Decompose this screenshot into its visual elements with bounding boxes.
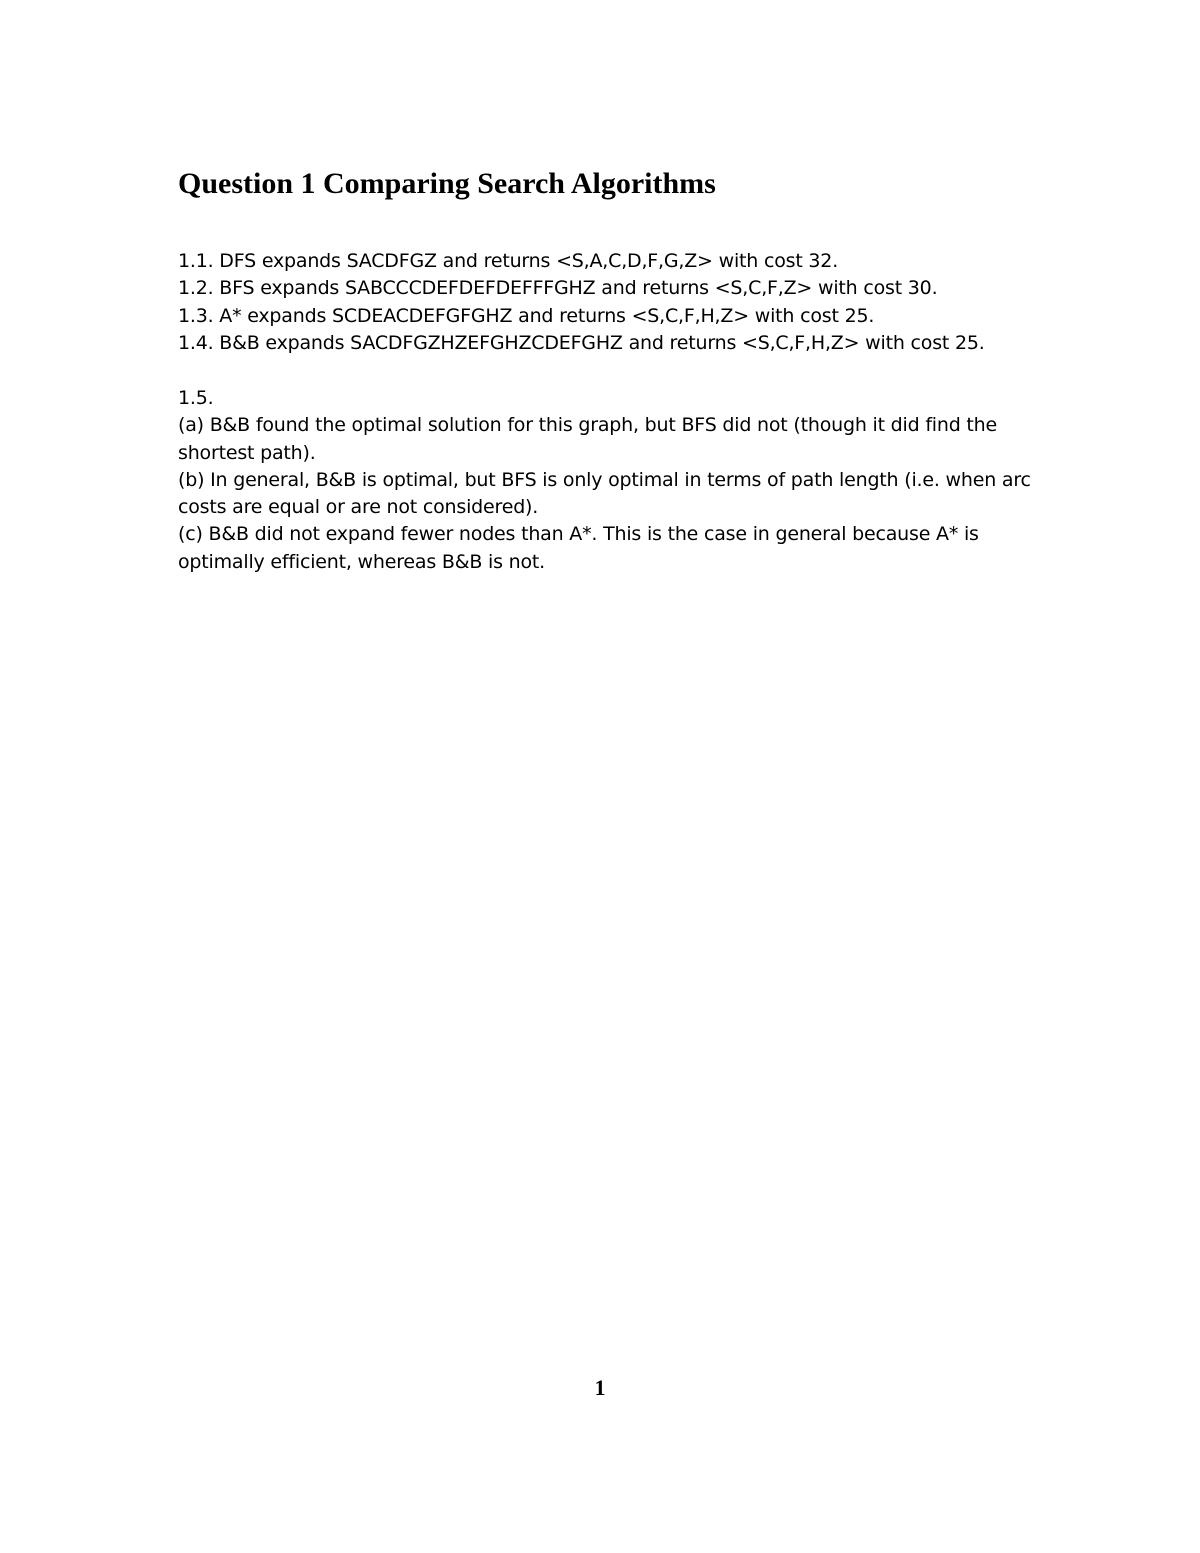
answer-1-3: 1.3. A* expands SCDEACDEFGFGHZ and returns <S,C,F,H,Z> with cost 25.: [178, 304, 875, 327]
answer-1-5-c: (c) B&B did not expand fewer nodes than A*. This is the case in general because A* is optimally efficient, whereas B&B is not.: [178, 523, 979, 573]
question-title: Question 1 Comparing Search Algorithms: [178, 167, 716, 200]
answer-1-1: 1.1. DFS expands SACDFGZ and returns <S,A,C,D,F,G,Z> with cost 32.: [178, 250, 839, 272]
answer-1-4: 1.4. B&B expands SACDFGZHZEFGHZCDEFGHZ and returns <S,C,F,H,Z> with cost 25.: [178, 331, 985, 354]
answers-list: [178, 248, 1038, 357]
page-number: 1: [594, 1375, 606, 1400]
answer-1-5-heading: 1.5.: [178, 387, 214, 409]
answer-1-5-section: [178, 385, 1038, 576]
answer-1-5-b: (b) In general, B&B is optimal, but BFS is only optimal in terms of path length (i.e. when arc costs are equal or are not considered).: [178, 468, 1031, 519]
answer-1-5-a: (a) B&B found the optimal solution for this graph, but BFS did not (though it did find the shortest path).: [178, 414, 998, 464]
answer-1-2: 1.2. BFS expands SABCCCDEFDEFDEFFFGHZ and returns <S,C,F,Z> with cost 30.: [178, 277, 938, 300]
